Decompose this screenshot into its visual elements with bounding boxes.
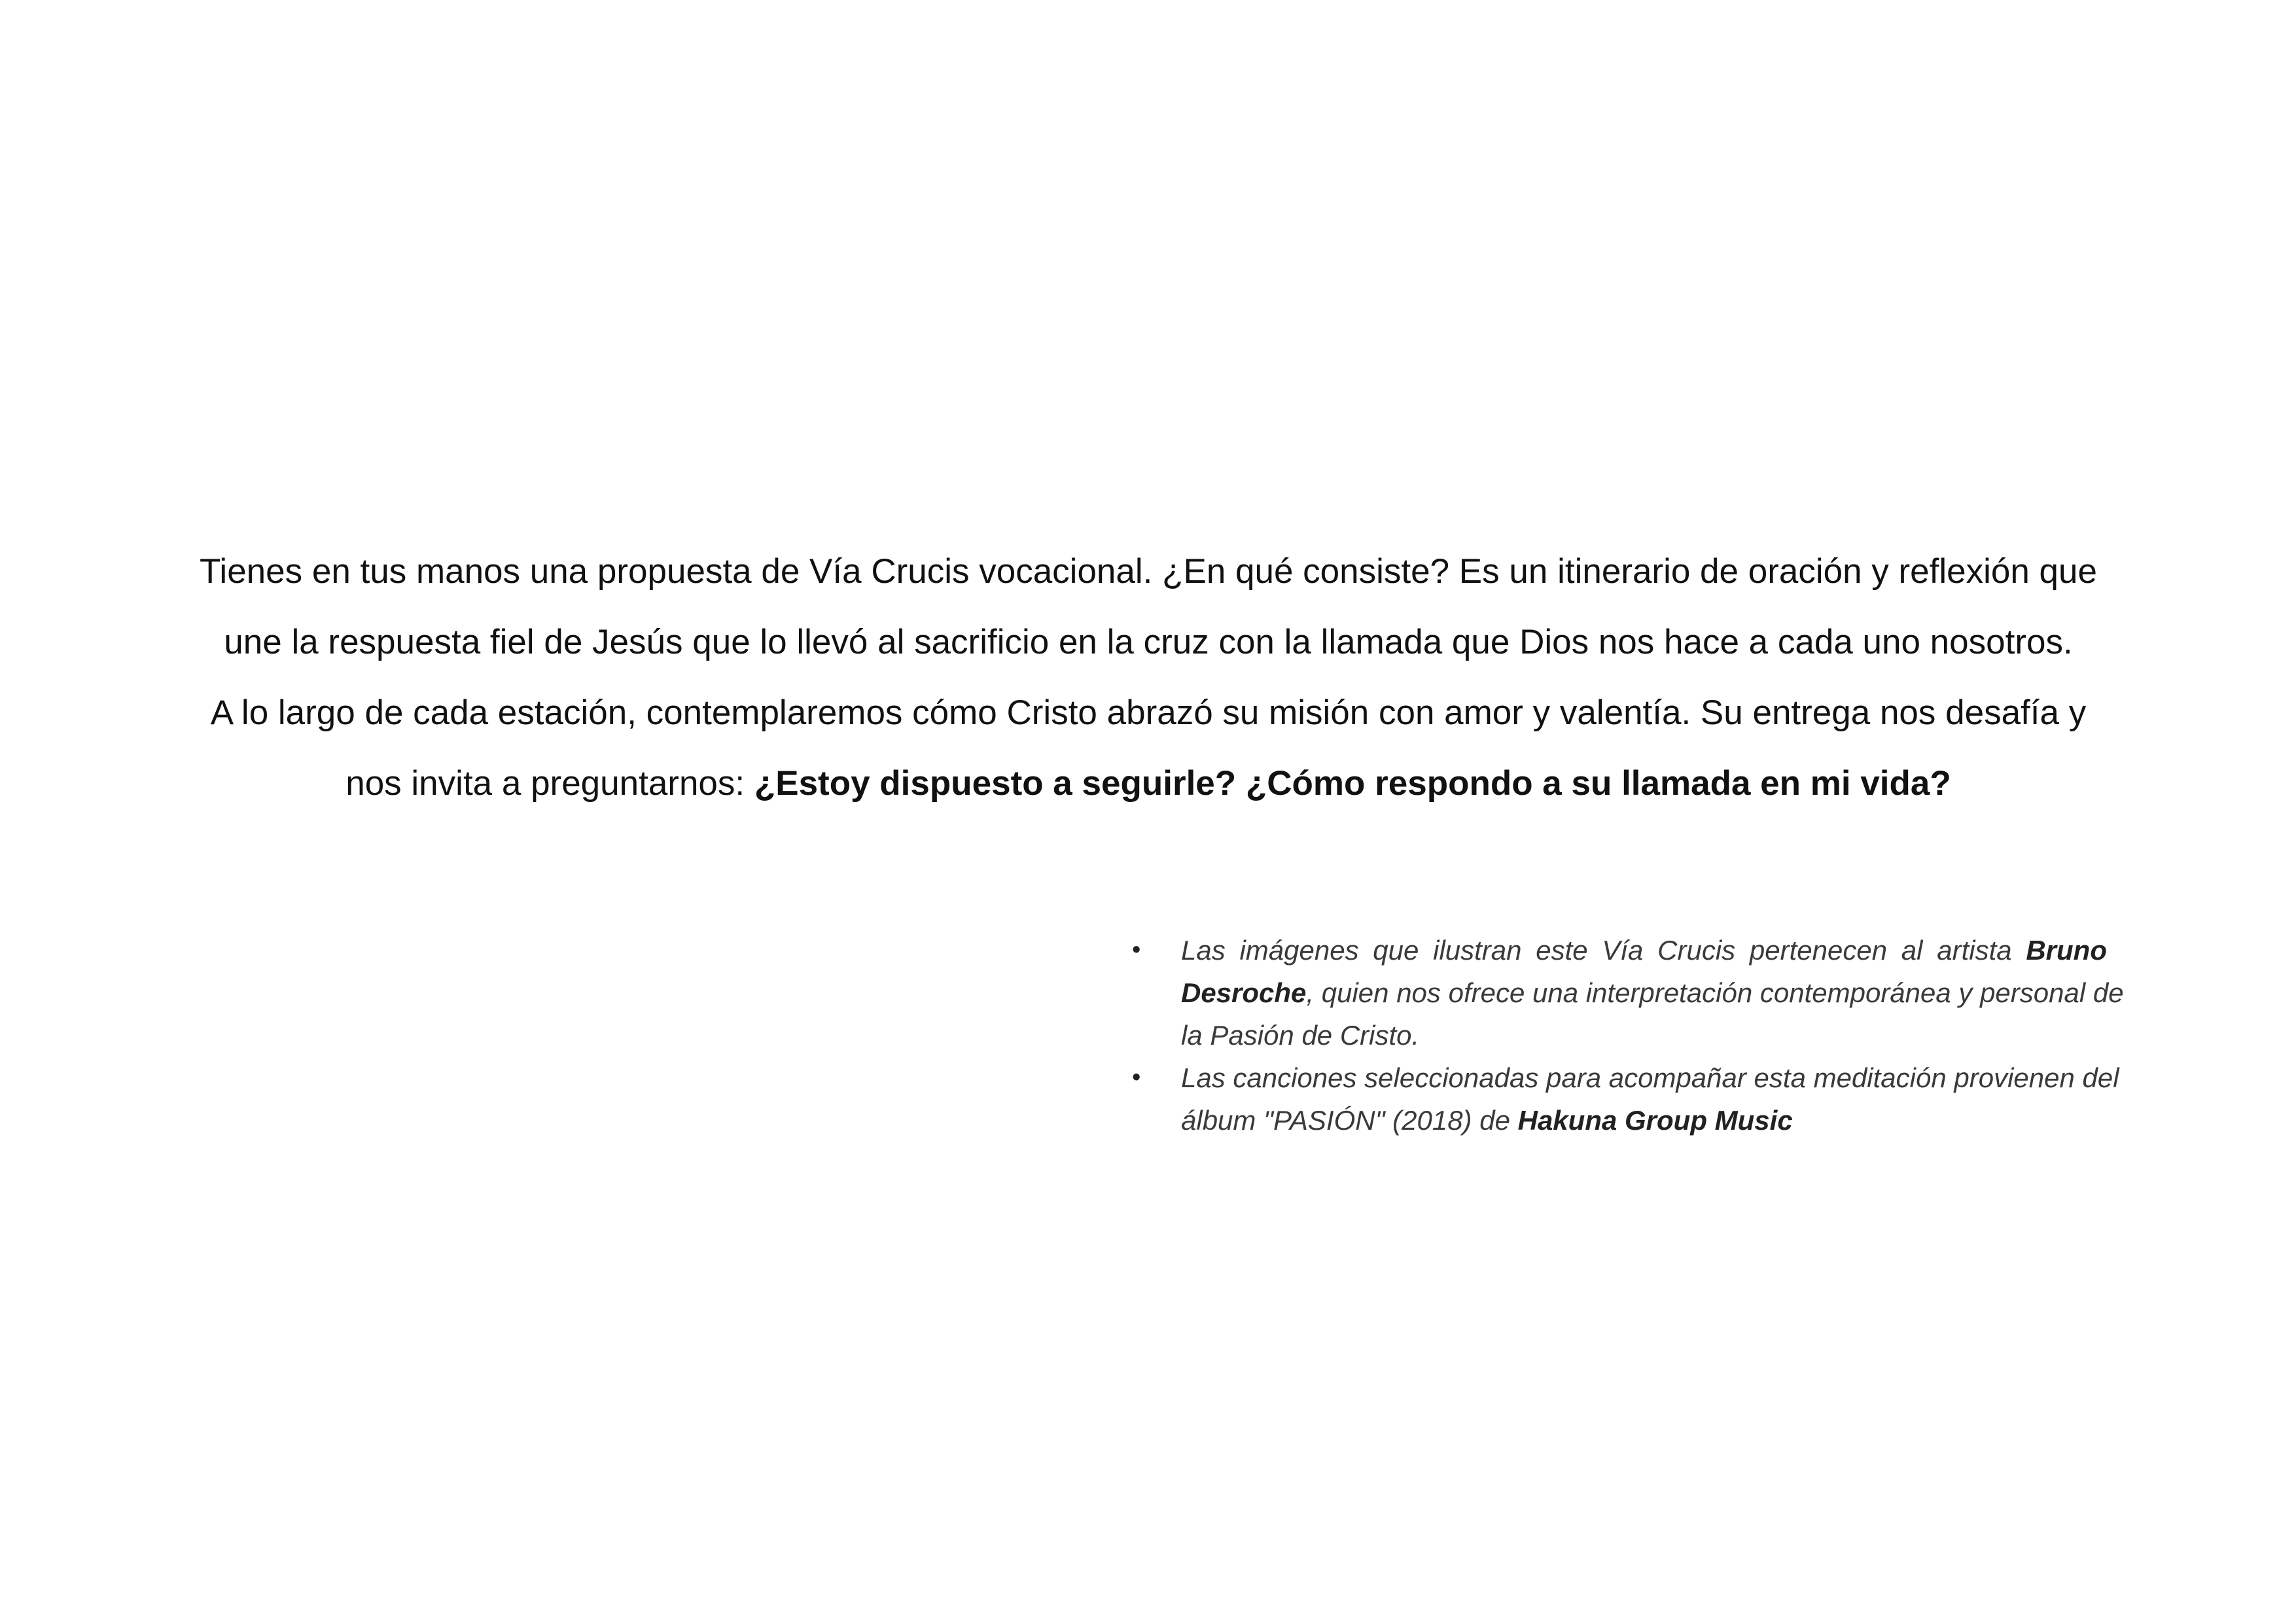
intro-question: ¿Estoy dispuesto a seguirle? ¿Cómo respondo a su llamada en mi vida? bbox=[754, 764, 1951, 803]
intro-line-4 bbox=[190, 748, 2107, 819]
music-group-name: Hakuna Group Music bbox=[1517, 1105, 1793, 1136]
note-item-songs bbox=[1125, 1056, 2119, 1142]
note-songs-text-2: álbum "PASIÓN" (2018) de bbox=[1181, 1105, 1518, 1136]
intro-line-3: A lo largo de cada estación, contemplaremos cómo Cristo abrazó su misión con amor y valentía. Su entrega nos desafía y bbox=[210, 693, 2087, 732]
note-images-line-1 bbox=[1181, 929, 2107, 971]
note-images-line-2 bbox=[1181, 971, 2124, 1014]
bullet-icon: • bbox=[1132, 1064, 1141, 1091]
notes-list bbox=[1125, 929, 2124, 1142]
note-images-text-2: , quien nos ofrece una interpretación contemporánea y personal de bbox=[1306, 977, 2124, 1008]
note-songs-line-2 bbox=[1181, 1099, 2107, 1142]
artist-last-name: Desroche bbox=[1181, 977, 1307, 1008]
intro-line-4-prefix: nos invita a preguntarnos: bbox=[345, 764, 754, 803]
note-images-text-1: Las imágenes que ilustran este Vía Crucis pertenecen al artista bbox=[1181, 935, 2026, 966]
intro-paragraph bbox=[190, 536, 2107, 819]
artist-first-name: Bruno bbox=[2026, 935, 2107, 966]
note-item-images bbox=[1125, 929, 2124, 1056]
note-songs-line-1: Las canciones seleccionadas para acompañar esta meditación provienen del bbox=[1181, 1062, 2119, 1093]
intro-line-2: une la respuesta fiel de Jesús que lo llevó al sacrificio en la cruz con la llamada que Dios nos hace a cada uno nosotros. bbox=[224, 623, 2073, 661]
note-images-line-3: la Pasión de Cristo. bbox=[1181, 1020, 1420, 1051]
intro-line-1: Tienes en tus manos una propuesta de Vía Crucis vocacional. ¿En qué consiste? Es un itinerario de oración y reflexión que bbox=[200, 552, 2097, 591]
bullet-icon: • bbox=[1132, 936, 1141, 964]
